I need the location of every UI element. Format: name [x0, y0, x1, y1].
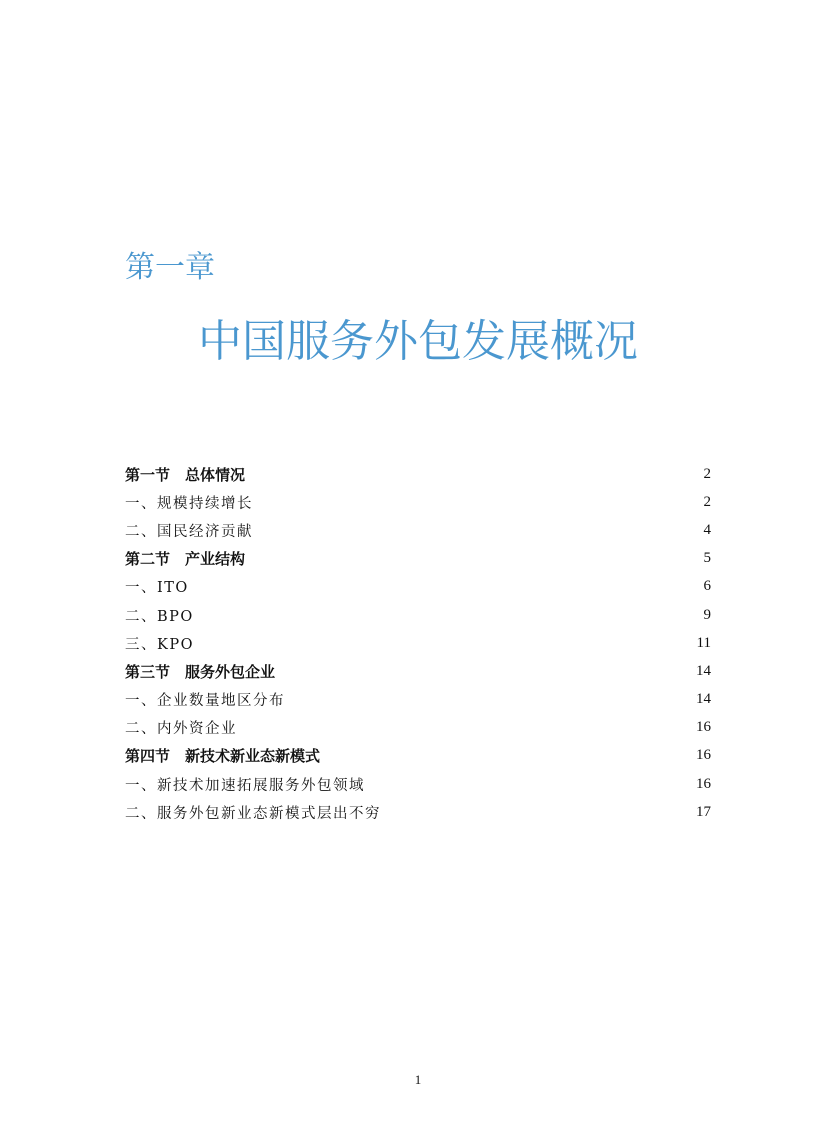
toc-entry[interactable] — [125, 770, 711, 798]
toc-entry-label: 一、ITO — [125, 580, 189, 597]
toc-entry-label: 二、内外资企业 — [125, 721, 237, 738]
toc-entry[interactable] — [125, 686, 711, 714]
toc-entry-label: 第三节 服务外包企业 — [125, 662, 276, 681]
toc-entry[interactable] — [125, 657, 711, 685]
toc-entry[interactable] — [125, 601, 711, 629]
toc-entry-label: 二、国民经济贡献 — [125, 523, 253, 540]
toc-entry-label: 三、KPO — [125, 636, 194, 653]
toc-entry-label: 一、新技术加速拓展服务外包领域 — [125, 777, 365, 794]
chapter-title: 中国服务外包发展概况 — [198, 316, 638, 367]
table-of-contents — [125, 460, 711, 826]
toc-entry-page: 2 — [703, 493, 711, 510]
toc-entry[interactable] — [125, 460, 711, 488]
toc-entry-label: 第二节 产业结构 — [125, 550, 246, 569]
toc-entry-page: 4 — [703, 521, 711, 538]
toc-entry-label: 第一节 总体情况 — [125, 465, 246, 484]
toc-entry-page: 2 — [703, 465, 711, 482]
toc-entry[interactable] — [125, 545, 711, 573]
toc-entry-page: 9 — [703, 606, 711, 623]
toc-entry-label: 二、服务外包新业态新模式层出不穷 — [125, 805, 381, 822]
toc-entry[interactable] — [125, 714, 711, 742]
toc-entry-page: 17 — [696, 803, 711, 820]
chapter-label: 第一章 — [125, 250, 215, 285]
toc-entry[interactable] — [125, 573, 711, 601]
toc-entry[interactable] — [125, 516, 711, 544]
toc-entry-page: 16 — [696, 719, 711, 736]
toc-entry-page: 16 — [696, 775, 711, 792]
toc-entry-label: 第四节 新技术新业态新模式 — [125, 747, 321, 766]
toc-entry-label: 二、BPO — [125, 608, 194, 625]
toc-entry-page: 14 — [696, 662, 711, 679]
toc-entry-page: 16 — [696, 747, 711, 764]
toc-entry-page: 14 — [696, 691, 711, 708]
toc-entry[interactable] — [125, 488, 711, 516]
toc-entry-page: 5 — [703, 550, 711, 567]
toc-entry-page: 11 — [696, 634, 711, 651]
toc-entry-page: 6 — [703, 578, 711, 595]
toc-entry[interactable] — [125, 742, 711, 770]
toc-entry[interactable] — [125, 629, 711, 657]
toc-entry-label: 一、规模持续增长 — [125, 495, 253, 512]
page-number: 1 — [414, 1072, 422, 1087]
toc-entry[interactable] — [125, 798, 711, 826]
toc-entry-label: 一、企业数量地区分布 — [125, 693, 285, 710]
